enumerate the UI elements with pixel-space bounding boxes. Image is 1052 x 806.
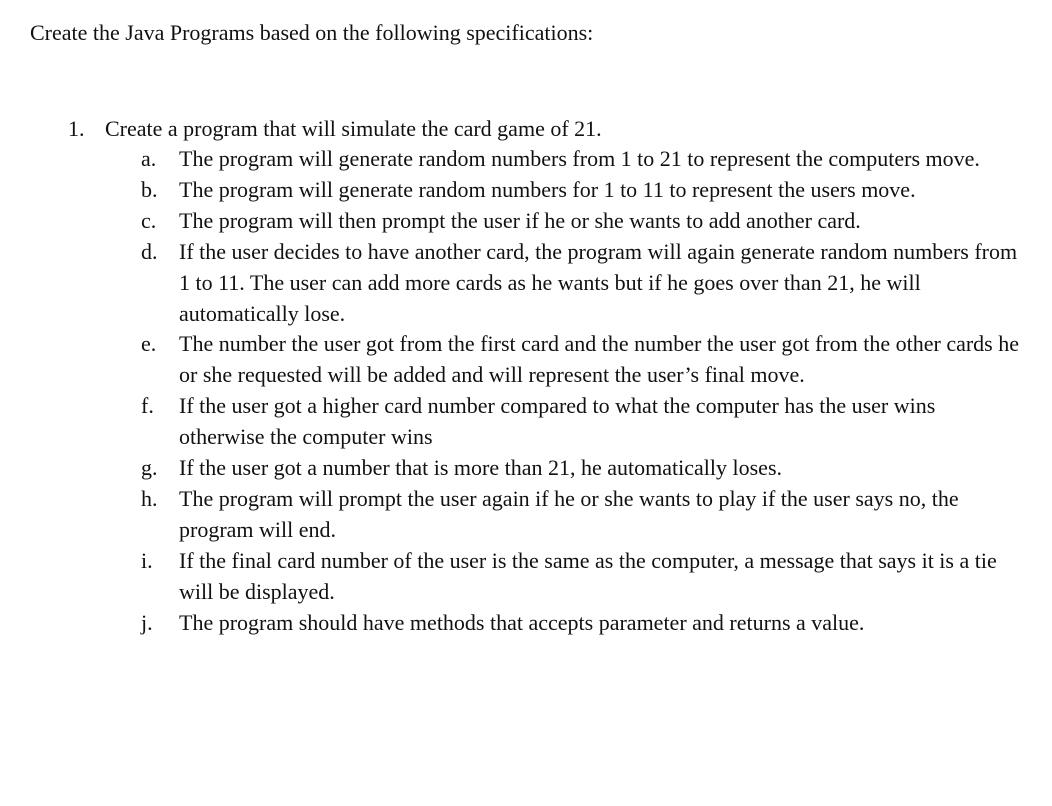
sub-item-letter: f. xyxy=(141,393,154,419)
sub-item-text: The number the user got from the first card and the number the user got from the other cards he or she requested will be added and will represent the user’s final move. xyxy=(179,331,1019,388)
sub-item-letter: c. xyxy=(141,207,157,233)
sub-item-letter: h. xyxy=(141,485,158,511)
sub-item-e xyxy=(141,329,1021,391)
sub-item-i xyxy=(141,546,1021,608)
sub-item-letter: j. xyxy=(141,609,153,635)
sub-item-g xyxy=(141,453,1021,484)
sub-item-letter: g. xyxy=(141,455,158,481)
sub-item-text: The program will then prompt the user if he or she wants to add another card. xyxy=(179,207,861,233)
sub-item-text: The program should have methods that accepts parameter and returns a value. xyxy=(179,609,865,635)
sub-item-text: If the user got a number that is more than 21, he automatically loses. xyxy=(179,455,783,481)
list-item-number: 1. xyxy=(68,116,85,141)
sub-item-text: The program will generate random numbers from 1 to 21 to represent the computers move. xyxy=(179,146,980,171)
sub-item-text: If the user got a higher card number compared to what the computer has the user wins otherwise the computer wins xyxy=(179,393,936,450)
sub-item-text: The program will generate random numbers for 1 to 11 to represent the users move. xyxy=(179,176,916,202)
intro-heading: Create the Java Programs based on the following specifications: xyxy=(30,20,594,45)
sub-item-h xyxy=(141,484,1021,546)
sub-item-letter: b. xyxy=(141,176,158,202)
sub-item-text: If the user decides to have another card, the program will again generate random numbers from 1 to 11. The user can add more cards as he wants but if he goes over than 21, he will automatically lose. xyxy=(179,238,1018,326)
sub-list xyxy=(141,144,1021,639)
sub-item-text: The program will prompt the user again if he or she wants to play if the user says no, the program will end. xyxy=(179,485,959,542)
sub-item-a xyxy=(141,144,1021,175)
sub-item-d xyxy=(141,237,1021,330)
sub-item-letter: e. xyxy=(141,331,157,357)
sub-item-c xyxy=(141,206,1021,237)
sub-item-text: If the final card number of the user is the same as the computer, a message that says it is a tie will be displayed. xyxy=(179,547,997,604)
sub-item-letter: a. xyxy=(141,146,157,171)
sub-item-letter: i. xyxy=(141,547,153,573)
sub-item-f xyxy=(141,391,1021,453)
list-item-text: Create a program that will simulate the card game of 21. xyxy=(105,116,602,141)
list-item-1 xyxy=(68,114,602,144)
sub-item-j xyxy=(141,608,1021,639)
sub-item-b xyxy=(141,175,1021,206)
sub-item-letter: d. xyxy=(141,238,158,264)
